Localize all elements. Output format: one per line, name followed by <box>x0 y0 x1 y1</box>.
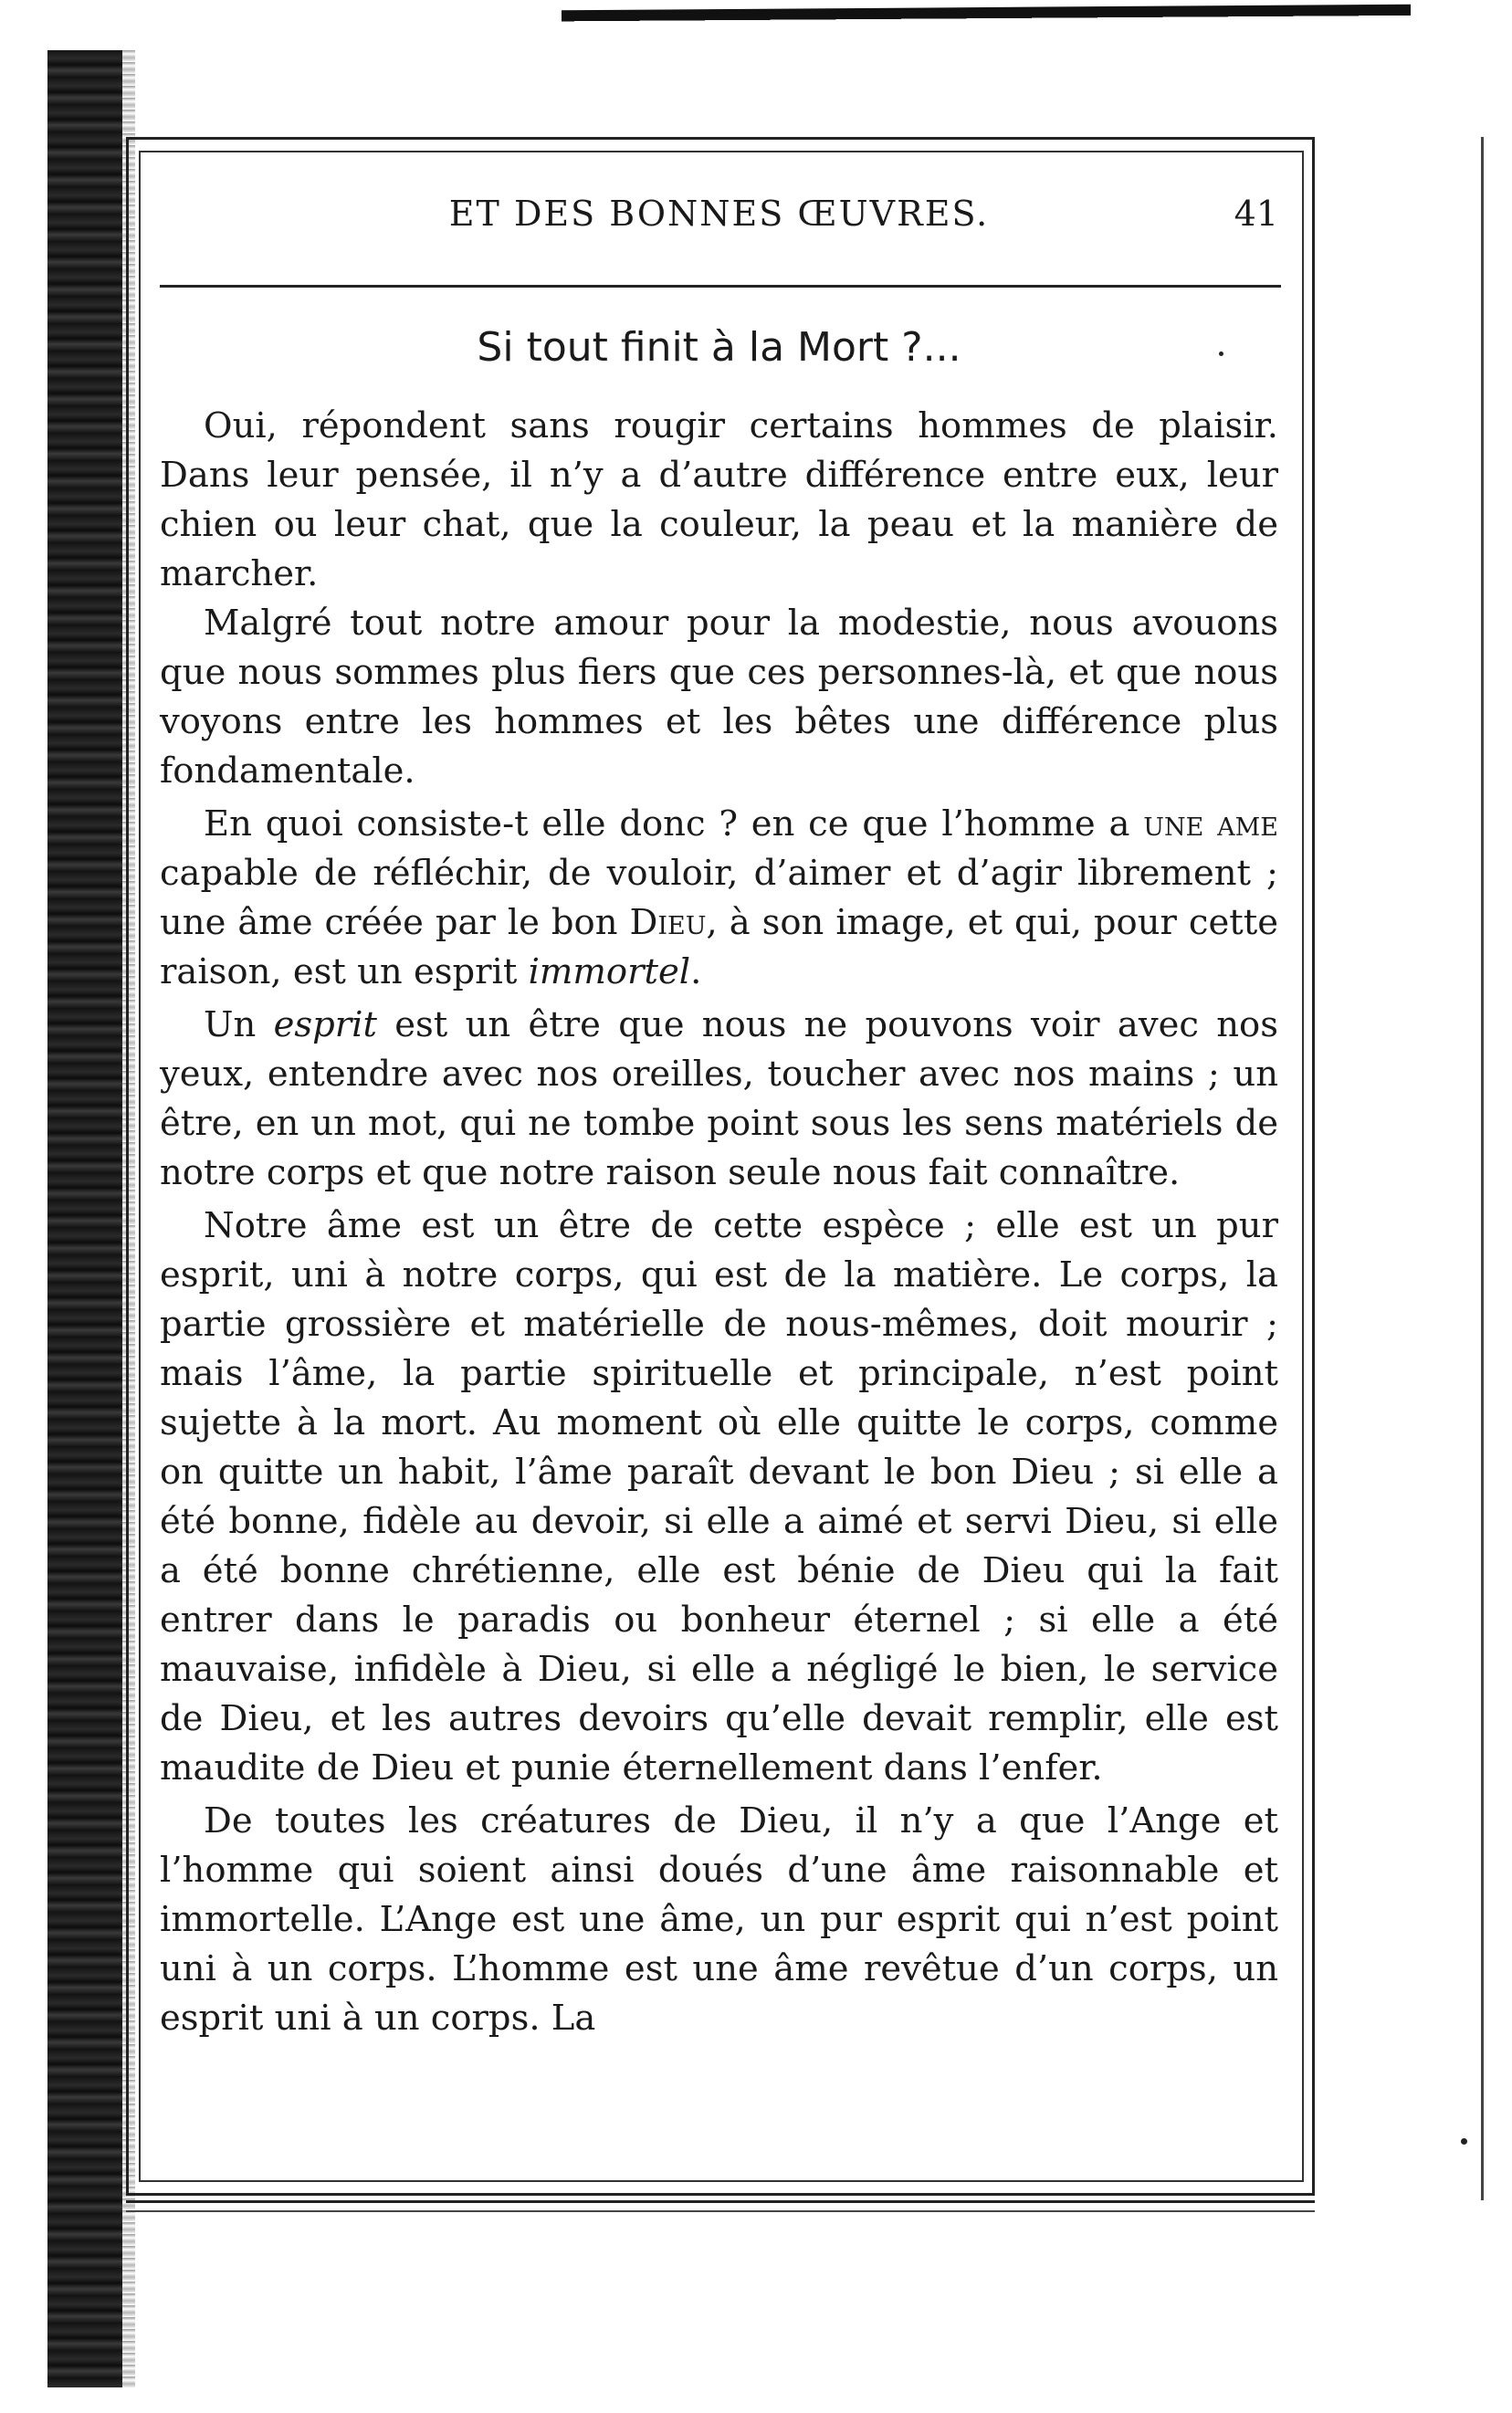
page-number: 41 <box>1234 194 1278 234</box>
section-title: Si tout finit à la Mort ?... <box>477 324 961 371</box>
text-run: En quoi consiste-t elle donc ? en ce que l’homme a <box>204 803 1144 845</box>
text-run: est un être que nous ne pouvons voir avec nos yeux, entendre avec nos oreilles, toucher avec nos mains ; un être, en un mot, qui ne tombe point sous les sens matériels de notre corps et que notre raison seule nous fait connaître. <box>160 1004 1278 1193</box>
bottom-frame-rules <box>126 2200 1315 2212</box>
paragraph <box>160 1001 1278 1198</box>
paragraph: Notre âme est un être de cette espèce ; elle est un pur esprit, uni à notre corps, qui est de la matière. Le corps, la partie grossière et matérielle de nous-mêmes, doit mourir ; mais l’âme, la partie spirituelle et principale, n’est point sujette à la mort. Au moment où elle quitte le corps, comme on quitte un habit, l’âme paraît devant le bon Dieu ; si elle a été bonne, fidèle au devoir, si elle a aimé et servi Dieu, si elle a été bonne chrétienne, elle est bénie de Dieu qui la fait entrer dans le paradis ou bonheur éternel ; si elle a été mauvaise, infidèle à Dieu, si elle a négligé le bien, le service de Dieu, et les autres devoirs qu’elle devait remplir, elle est maudite de Dieu et punie éternellement dans l’enfer. <box>160 1205 1278 1789</box>
body-text <box>160 402 1278 2047</box>
right-edge-line <box>1481 137 1484 2200</box>
paragraph: Malgré tout notre amour pour la modestie, nous avouons que nous sommes plus fiers que ces personnes-là, et que nous voyons entre les hommes et les bêtes une différence plus fondamentale. <box>160 603 1278 792</box>
paragraph: De toutes les créatures de Dieu, il n’y a que l’Ange et l’homme qui soient ainsi doués d’une âme raisonnable et immortelle. L’Ange est une âme, un pur esprit qui n’est point uni à un corps. L’homme est une âme revêtue d’un corps, un esprit uni à un corps. La <box>160 1800 1278 2039</box>
text-run: capable de réfléchir, de vouloir, d’aimer et d’agir librement ; une âme créée par le bon <box>160 853 1278 943</box>
text-run: Un <box>204 1004 274 1045</box>
text-run: , à son image, et qui, pour cette raison, est un esprit <box>160 902 1278 992</box>
italic-run: esprit <box>273 1004 377 1045</box>
running-title: ET DES BONNES ŒUVRES. <box>448 194 990 234</box>
italic-run: immortel <box>528 951 691 992</box>
small-caps-run: Dieu <box>629 902 707 943</box>
top-scan-rule <box>562 5 1411 30</box>
header-rule <box>160 285 1281 288</box>
book-spine-shadow <box>47 50 122 2387</box>
paragraph: Oui, répondent sans rougir certains hommes de plaisir. Dans leur pensée, il n’y a d’autre différence entre eux, leur chien ou leur chat, que la couleur, la peau et la manière de marcher. <box>160 405 1278 594</box>
speck <box>1461 2138 1467 2145</box>
text-run: . <box>690 951 702 992</box>
small-caps-run: une ame <box>1143 803 1278 845</box>
paragraph <box>160 800 1278 997</box>
page-header <box>160 194 1278 257</box>
